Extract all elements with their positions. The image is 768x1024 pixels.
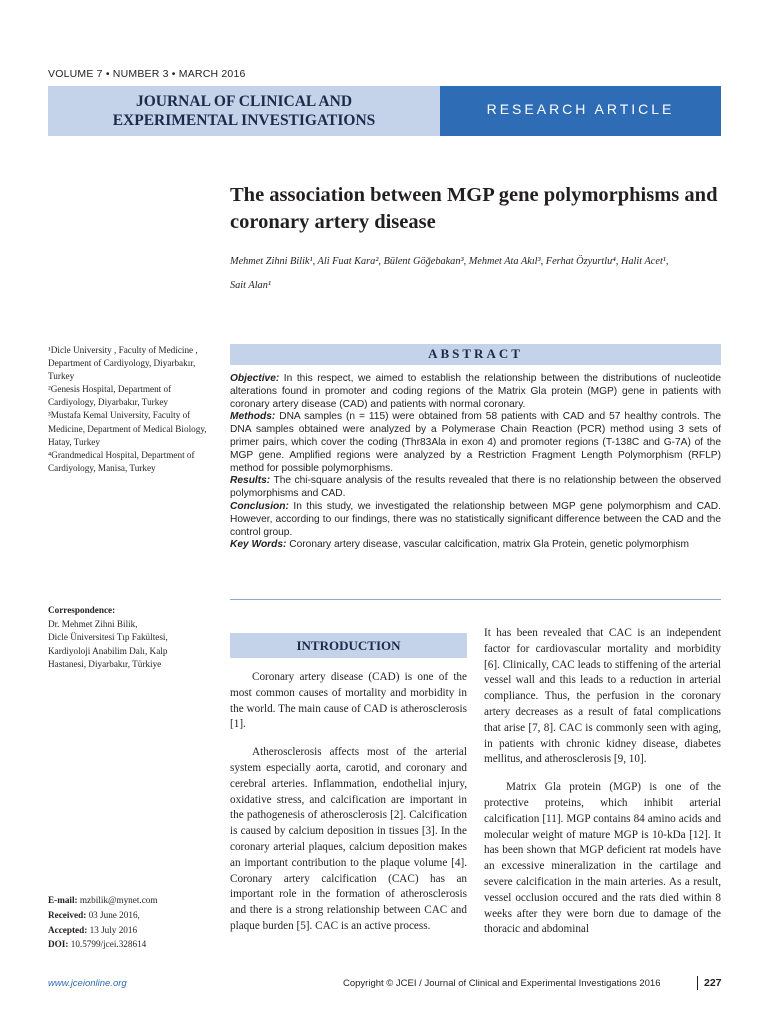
doi-row [48,937,228,952]
correspondence-line: Hastanesi, Diyarbakır, Türkiye [48,659,162,669]
footer-divider [697,976,698,990]
email-value[interactable]: mzbilik@mynet.com [77,895,158,905]
journal-website-link[interactable]: www.jceionline.org [48,978,127,989]
objective-label: Objective: [230,373,280,384]
affiliation: ¹Dicle University , Faculty of Medicine , Department of Cardiyology, Diyarbakır, Turkey [48,345,198,382]
article-title-line1: The association between MGP gene polymorphisms and [230,184,718,206]
abstract-heading: ABSTRACT [428,346,523,361]
page-number: 227 [704,977,722,989]
journal-name [48,92,440,130]
email-row [48,893,228,908]
body-paragraph: Coronary artery disease (CAD) is one of the most common causes of mortality and morbidity in the world. The main cause of CAD is atherosclerosis [1]. [230,671,467,731]
keywords-text: Coronary artery disease, vascular calcification, matrix Gla Protein, genetic polymorphism [286,539,689,551]
issue-info: VOLUME 7 • NUMBER 3 • MARCH 2016 [48,68,246,80]
article-title-line2: coronary artery disease [230,211,436,233]
journal-name-line2: EXPERIMENTAL INVESTIGATIONS [112,112,376,129]
correspondence-line: Dicle Üniversitesi Tıp Fakültesi, [48,632,168,642]
results-text: The chi-square analysis of the results revealed that there is no relationship between the observed polymorphisms and CAD. [230,475,721,500]
affiliation: ⁴Grandmedical Hospital, Department of Cardiyology, Manisa, Turkey [48,449,195,473]
conclusion-text: In this study, we investigated the relationship between MGP gene polymorphism and CAD. However, according to our findings, there was no statistically significant difference between the CAD and the control group. [230,500,721,538]
body-paragraph: Atherosclerosis affects most of the arterial system especially aorta, carotid, and coronary and cerebral arteries. Inflammation, endothelial injury, oxidative stress, and calcification are important in the pathogenesis of atherosclerosis [2]. Calcification is caused by calcium deposition in tissues [3]. In the coronary arterial plaques, calcium deposition makes an important contribution to the plaque volume [4]. Coronary artery calcification (CAC) has an important role in the formation of atherosclerosis and there is a strong relationship between CAC and plaque burden [5]. CAC is an active process. [230,746,467,932]
correspondence-line: Dr. Mehmet Zihni Bilik, [48,618,138,629]
keywords-label: Key Words: [230,539,287,551]
abstract-objective [230,373,721,411]
article-title [230,182,730,236]
accepted-value: 13 July 2016 [87,924,138,935]
accepted-label: Accepted: [48,924,88,935]
copyright-notice: Copyright © JCEI / Journal of Clinical and Experimental Investigations 2016 [343,978,661,989]
abstract-keywords [230,539,721,552]
author-list-line1: Mehmet Zihni Bilik¹, Ali Fuat Kara², Bülent Göğebakan³, Mehmet Ata Akıl³, Ferhat Özyurtlu⁴, Halit Acet¹, [230,256,669,267]
article-type-label: RESEARCH ARTICLE [486,101,675,117]
methods-label: Methods: [230,411,276,423]
email-label: E-mail: [48,895,78,905]
abstract-results [230,475,721,501]
correspondence [48,604,223,672]
correspondence-line: Kardiyoloji Anabilim Dalı, Kalp [48,645,168,656]
correspondence-label: Correspondence: [48,605,116,615]
objective-text: In this respect, we aimed to establish the relationship between the distributions of nucleotide alterations found in promoter and coding regions of the Matrix Gla protein (MGP) gene in patients with coronary artery disease (CAD) and patients with normal coronary. [230,373,721,410]
author-list-line2: Sait Alan¹ [230,280,271,291]
results-label: Results: [230,475,271,487]
abstract-methods [230,411,721,475]
abstract-body [230,373,721,552]
author-list [230,250,725,298]
affiliations [48,344,220,475]
journal-name-line1: JOURNAL OF CLINICAL AND [135,93,353,110]
body-paragraph: Matrix Gla protein (MGP) is one of the protective proteins, which inhibit arterial calcification [11]. MGP contains 84 amino acids and molecular weight of mature MGP is 10-kDa [12]. It has been shown that MGP deficient rat models have an excessive mineralization in the cartilage and severe calcification in the main arteries. As a result, vessel occlusion occured and the rats died within 8 weeks after they were born due to damage of the thoracic and abdominal [484,781,721,936]
received-label: Received: [48,909,87,920]
body-column-left [230,670,467,947]
doi-value[interactable]: 10.5799/jcei.328614 [68,939,147,950]
accepted-row [48,923,228,938]
body-column-right [484,626,721,950]
abstract-divider [230,599,721,600]
introduction-heading: INTRODUCTION [296,638,401,653]
methods-text: DNA samples (n = 115) were obtained from 58 patients with CAD and 57 healthy controls. The DNA samples obtained were analyzed by a Polymerase Chain Reaction (PCR) method using 3 sets of primer pairs, which cover the coding (Thr83Ala in exon 4) and promoter regions (T-138C and G-7A) of the MGP gene. Amplified regions were analyzed by a Restriction Fragment Length Polymorphism (RFLP) method for possible polymorphisms. [230,411,721,474]
affiliation: ³Mustafa Kemal University, Faculty of Medicine, Department of Medical Biology, Hatay, Turkey [48,410,207,447]
abstract-conclusion [230,501,721,539]
doi-label: DOI: [48,939,69,950]
conclusion-label: Conclusion: [230,500,289,512]
received-value: 03 June 2016, [86,909,140,920]
body-paragraph: It has been revealed that CAC is an independent factor for cardiovascular mortality and morbidity [6]. Clinically, CAC leads to stiffening of the arterial vessel wall and this leads to a reduction in arterial compliance. Thus, the perfusion in the coronary artery decreases as a result of fatal complications that arise [7, 8]. CAC is commonly seen with aging, in patients with chronic kidney disease, diabetes mellitus, and atherosclerosis [9, 10]. [484,627,721,766]
affiliation: ²Genesis Hospital, Department of Cardiyology, Diyarbakır, Turkey [48,384,172,408]
received-row [48,908,228,923]
article-metadata [48,893,228,952]
